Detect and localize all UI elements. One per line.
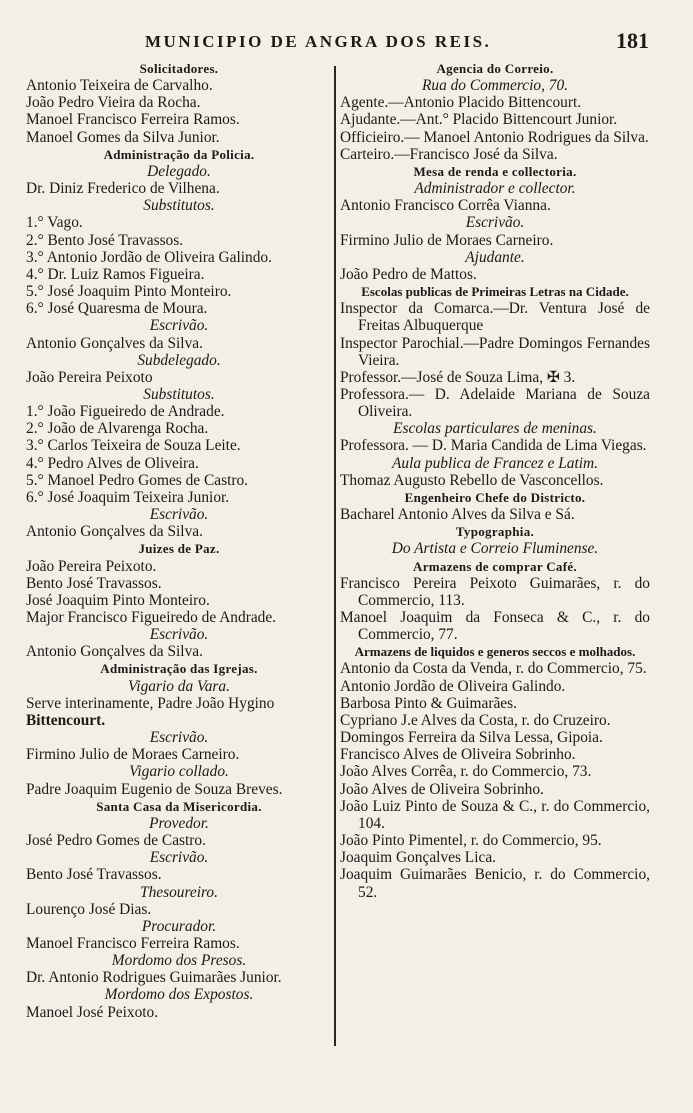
page-number: 181: [616, 28, 649, 53]
entry-paragraph: Francisco Pereira Peixoto Guimarães, r. do Commercio, 113.: [340, 574, 650, 609]
entry-line: Antonio Teixeira de Carvalho.: [26, 77, 213, 95]
entry-line: 2.° Bento José Travassos.: [26, 231, 184, 249]
role-subheading: Substitutos.: [143, 197, 215, 215]
entry-line: Antonio Gonçalves da Silva.: [26, 523, 203, 541]
entry-line: Serve interinamente, Padre João Hygino: [26, 694, 275, 712]
entry-line: João Alves de Oliveira Sobrinho.: [340, 780, 544, 798]
section-heading: Administração da Policia.: [103, 146, 255, 162]
entry-line: Manoel Gomes da Silva Junior.: [26, 128, 220, 146]
entry-line-bold: Bittencourt.: [26, 711, 106, 729]
entry-line: Francisco Alves de Oliveira Sobrinho.: [340, 746, 576, 764]
entry-line: 5.° José Joaquim Pinto Monteiro.: [26, 283, 232, 301]
entry-paragraph: João Luiz Pinto de Souza & C., r. do Commercio, 104.: [340, 797, 650, 832]
role-subheading: Escrivão.: [149, 729, 209, 747]
entry-line: João Pereira Peixoto.: [26, 557, 157, 575]
role-subheading: Administrador e collector.: [414, 180, 576, 198]
section-heading: Armazens de liquidos e generos seccos e molhados.: [354, 644, 636, 660]
role-subheading: Delegado.: [147, 162, 211, 180]
entry-line: José Joaquim Pinto Monteiro.: [26, 591, 210, 609]
role-subheading: Aula publica de Francez e Latim.: [391, 454, 599, 472]
role-subheading: Escrivão.: [149, 506, 209, 524]
section-heading: Agencia do Correio.: [436, 61, 554, 76]
role-subheading: Substitutos.: [143, 385, 215, 403]
entry-paragraph: Officieiro.— Manoel Antonio Rodrigues da Silva.: [340, 128, 649, 146]
role-subheading: Escolas particulares de meninas.: [393, 420, 597, 438]
entry-line: Manoel Francisco Ferreira Ramos.: [26, 111, 240, 129]
entry-line: Firmino Julio de Moraes Carneiro.: [340, 231, 554, 249]
section-heading: Armazens de comprar Café.: [413, 558, 577, 574]
entry-line: Lourenço José Dias.: [26, 900, 152, 918]
role-subheading: Escrivão.: [465, 214, 525, 232]
entry-line: Major Francisco Figueiredo de Andrade.: [26, 609, 277, 626]
section-heading: Administração das Igrejas.: [100, 661, 258, 677]
entry-paragraph: Joaquim Guimarães Benicio, r. do Commercio, 52.: [340, 866, 650, 901]
entry-paragraph: Inspector da Comarca.—Dr. Ventura José de Freitas Albuquerque: [340, 300, 650, 335]
entry-line: Antonio Jordão de Oliveira Galindo.: [340, 677, 566, 695]
right-column: [340, 60, 650, 901]
entry-line: Carteiro.—Francisco José da Silva.: [340, 145, 558, 163]
entry-line: Dr. Antonio Rodrigues Guimarães Junior.: [26, 969, 282, 987]
entry-line: Antonio Gonçalves da Silva.: [26, 643, 203, 661]
role-subheading: Thesoureiro.: [140, 883, 218, 901]
role-subheading: Vigario collado.: [129, 763, 229, 781]
entry-line: 4.° Dr. Luiz Ramos Figueira.: [26, 265, 205, 283]
section-heading: Escolas publicas de Primeiras Letras na Cidade.: [361, 284, 629, 300]
page-header: [0, 28, 693, 58]
entry-line: Agente.—Antonio Placido Bittencourt.: [340, 94, 582, 112]
entry-line: Dr. Diniz Frederico de Vilhena.: [26, 180, 220, 198]
entry-line: João Pinto Pimentel, r. do Commercio, 95.: [340, 832, 602, 850]
entry-line: Barbosa Pinto & Guimarães.: [340, 694, 517, 712]
entry-line: 1.° Vago.: [26, 214, 83, 232]
section-heading: Santa Casa da Misericordia.: [96, 798, 262, 814]
section-heading: Engenheiro Chefe do Districto.: [404, 489, 586, 505]
role-subheading: Mordomo dos Presos.: [111, 952, 247, 970]
entry-line: Antonio Gonçalves da Silva.: [26, 334, 203, 352]
entry-line: João Pedro de Mattos.: [340, 265, 477, 283]
running-title: MUNICIPIO DE ANGRA DOS REIS.: [145, 32, 492, 51]
role-subheading: Subdelegado.: [137, 351, 221, 369]
left-column: [26, 60, 332, 1021]
entry-line: Padre Joaquim Eugenio de Souza Breves.: [26, 780, 283, 798]
entry-line: 3.° Antonio Jordão de Oliveira Galindo.: [26, 248, 272, 266]
entry-line: Thomaz Augusto Rebello de Vasconcellos.: [340, 471, 604, 489]
entry-line: Bento José Travassos.: [26, 866, 162, 884]
entry-paragraph: Inspector Parochial.—Padre Domingos Fernandes Vieira.: [340, 334, 650, 369]
role-subheading: Rua do Commercio, 70.: [421, 77, 569, 95]
role-subheading: Escrivão.: [149, 849, 209, 867]
entry-line: Cypriano J.e Alves da Costa, r. do Cruzeiro.: [340, 711, 611, 729]
section-heading: Mesa de renda e collectoria.: [413, 163, 577, 179]
entry-line: 1.° João Figueiredo de Andrade.: [26, 403, 225, 421]
section-heading: Solicitadores.: [139, 61, 219, 76]
entry-line: Manoel José Peixoto.: [26, 1003, 159, 1021]
entry-line: 4.° Pedro Alves de Oliveira.: [26, 454, 199, 472]
entry-line: 6.° José Quaresma de Moura.: [26, 300, 208, 318]
entry-line: Bento José Travassos.: [26, 574, 162, 592]
entry-line: João Pereira Peixoto: [26, 368, 153, 386]
entry-paragraph: Antonio da Costa da Venda, r. do Commercio, 75.: [340, 660, 647, 678]
entry-line: João Pedro Vieira da Rocha.: [26, 94, 201, 112]
role-subheading: Vigario da Vara.: [128, 677, 230, 695]
section-heading: Typographia.: [455, 524, 535, 540]
entry-line: Bacharel Antonio Alves da Silva e Sá.: [340, 506, 575, 524]
role-subheading: Escrivão.: [149, 626, 209, 644]
entry-line: Manoel Francisco Ferreira Ramos.: [26, 934, 240, 952]
entry-line: Professor.—José de Souza Lima, ✠ 3.: [340, 368, 576, 386]
entry-line: Ajudante.—Ant.° Placido Bittencourt Junior.: [340, 111, 618, 129]
entry-line: 6.° José Joaquim Teixeira Junior.: [26, 488, 230, 506]
entry-line: Antonio Francisco Corrêa Vianna.: [340, 197, 551, 215]
role-subheading: Procurador.: [141, 917, 217, 935]
role-subheading: Ajudante.: [465, 248, 525, 266]
entry-line: 3.° Carlos Teixeira de Souza Leite.: [26, 437, 241, 455]
entry-paragraph: Professora. — D. Maria Candida de Lima Viegas.: [340, 437, 647, 455]
entry-line: Joaquim Gonçalves Lica.: [340, 849, 496, 867]
role-subheading: Do Artista e Correio Fluminense.: [391, 540, 599, 558]
entry-line: João Alves Corrêa, r. do Commercio, 73.: [340, 763, 592, 781]
role-subheading: Escrivão.: [149, 317, 209, 335]
entry-line: Firmino Julio de Moraes Carneiro.: [26, 746, 240, 764]
entry-paragraph: Manoel Joaquim da Fonseca & C., r. do Commercio, 77.: [340, 609, 650, 644]
entry-line: José Pedro Gomes de Castro.: [26, 832, 206, 850]
entry-paragraph: Professora.— D. Adelaide Mariana de Souza Oliveira.: [340, 385, 650, 421]
column-divider: [334, 66, 336, 1046]
role-subheading: Mordomo dos Expostos.: [104, 986, 254, 1004]
entry-line: 5.° Manoel Pedro Gomes de Castro.: [26, 471, 249, 489]
role-subheading: Provedor.: [149, 814, 209, 832]
entry-line: 2.° João de Alvarenga Rocha.: [26, 420, 209, 438]
entry-line: Domingos Ferreira da Silva Lessa, Gipoia.: [340, 729, 603, 747]
section-heading: Juizes de Paz.: [138, 541, 220, 557]
